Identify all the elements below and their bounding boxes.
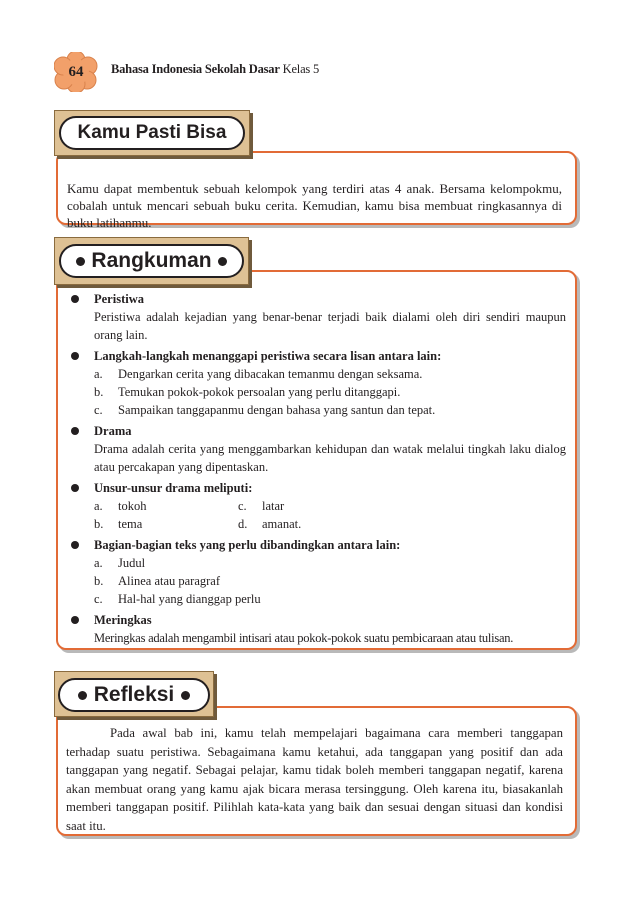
item-heading: Drama — [94, 424, 132, 438]
sub-item — [94, 401, 566, 419]
sub-item-letter: a. — [94, 499, 103, 513]
bullet-dot-icon — [181, 691, 190, 700]
bullet-dot-icon — [218, 257, 227, 266]
sub-item-letter: b. — [94, 517, 104, 531]
item-body: Peristiwa adalah kejadian yang benar-benar terjadi baik dialami oleh diri sendiri maupun orang lain. — [94, 310, 566, 342]
kamu-pasti-bisa-title — [59, 116, 245, 150]
bullet-icon — [71, 352, 79, 360]
bullet-dot-icon — [76, 257, 85, 266]
bullet-icon — [71, 541, 79, 549]
sub-item — [94, 383, 566, 401]
sub-item-letter: a. — [94, 556, 103, 570]
grid-cell — [94, 515, 238, 533]
book-title: Bahasa Indonesia Sekolah Dasar — [111, 62, 280, 76]
sub-item-letter: b. — [94, 574, 104, 588]
sub-item-letter: b. — [94, 385, 104, 399]
bullet-dot-icon — [78, 691, 87, 700]
grid-cell — [94, 497, 238, 515]
book-grade: Kelas 5 — [279, 62, 320, 76]
list-item — [66, 536, 566, 608]
kamu-pasti-bisa-text: Kamu dapat membentuk sebuah kelompok yang terdiri atas 4 anak. Bersama kelompokmu, cobalah untuk mencari sebuah buku cerita. Kemudian, kamu bisa membuat ringkasannya di buku latihanmu. — [67, 181, 562, 230]
sub-item-text: Hal-hal yang dianggap perlu — [118, 592, 261, 606]
sub-item-text: Dengarkan cerita yang dibacakan temanmu dengan seksama. — [118, 367, 423, 381]
grid-cell: latar — [262, 499, 285, 513]
sub-item-text: tema — [118, 517, 143, 531]
item-heading: Meringkas — [94, 613, 152, 627]
sub-item — [94, 365, 566, 383]
bullet-icon — [71, 484, 79, 492]
sub-item-grid — [94, 497, 566, 533]
sub-item-text: Sampaikan tanggapanmu dengan bahasa yang santun dan tepat. — [118, 403, 436, 417]
page-number: 64 — [68, 64, 84, 80]
section-title-text: Refleksi — [93, 683, 175, 706]
sub-item-text: Judul — [118, 556, 146, 570]
section-title-text: Rangkuman — [91, 249, 212, 272]
bullet-icon — [71, 295, 79, 303]
refleksi-text — [66, 724, 563, 835]
sub-item — [94, 590, 566, 608]
rangkuman-list — [66, 290, 566, 647]
bullet-icon — [71, 427, 79, 435]
list-item — [66, 347, 566, 419]
sub-item-text: Temukan pokok-pokok persoalan yang perlu ditanggapi. — [118, 385, 401, 399]
item-body: Drama adalah cerita yang menggambarkan kehidupan dan watak melalui tingkah laku dialog atau percakapan yang dipentaskan. — [94, 442, 566, 474]
sub-item-letter: a. — [94, 367, 103, 381]
item-heading: Peristiwa — [94, 292, 144, 306]
sub-item — [94, 572, 566, 590]
sub-item-letter: c. — [94, 403, 103, 417]
bullet-icon — [71, 616, 79, 624]
sub-item-text: Alinea atau paragraf — [118, 574, 221, 588]
grid-cell: amanat. — [262, 517, 302, 531]
sub-item-letter: c. — [94, 592, 103, 606]
section-title-text: Kamu Pasti Bisa — [77, 122, 227, 143]
list-item — [66, 422, 566, 476]
sub-item-text: tokoh — [118, 499, 147, 513]
item-body: Meringkas adalah mengambil intisari atau pokok-pokok suatu pembicaraan atau tulisan. — [94, 631, 514, 645]
sub-item — [94, 554, 566, 572]
grid-cell: c. — [238, 499, 247, 513]
page-number-badge — [54, 52, 98, 92]
list-item — [66, 479, 566, 533]
list-item — [66, 611, 566, 647]
item-heading: Unsur-unsur drama meliputi: — [94, 481, 253, 495]
grid-cell: d. — [238, 517, 248, 531]
refleksi-paragraph: Pada awal bab ini, kamu telah mempelajari bagaimana cara memberi tanggapan terhadap suatu peristiwa. Sebagaimana kamu ketahui, ada tanggapan yang positif dan ada tanggapan yang negatif. Sebagai pelajar, kamu tidak boleh memberi tanggapan negatif, karena akan membuat orang yang kamu ajak bicara merasa tersinggung. Oleh karena itu, biasakanlah memberi tanggapan positif. Pilihlah kata-kata yang baik dan sesuai dengan situasi dan kondisi saat itu. — [66, 726, 563, 833]
refleksi-title — [58, 678, 210, 712]
rangkuman-title — [59, 244, 244, 278]
item-heading: Langkah-langkah menanggapi peristiwa secara lisan antara lain: — [94, 349, 442, 363]
list-item — [66, 290, 566, 344]
running-head — [111, 62, 319, 77]
item-heading: Bagian-bagian teks yang perlu dibandingkan antara lain: — [94, 538, 401, 552]
